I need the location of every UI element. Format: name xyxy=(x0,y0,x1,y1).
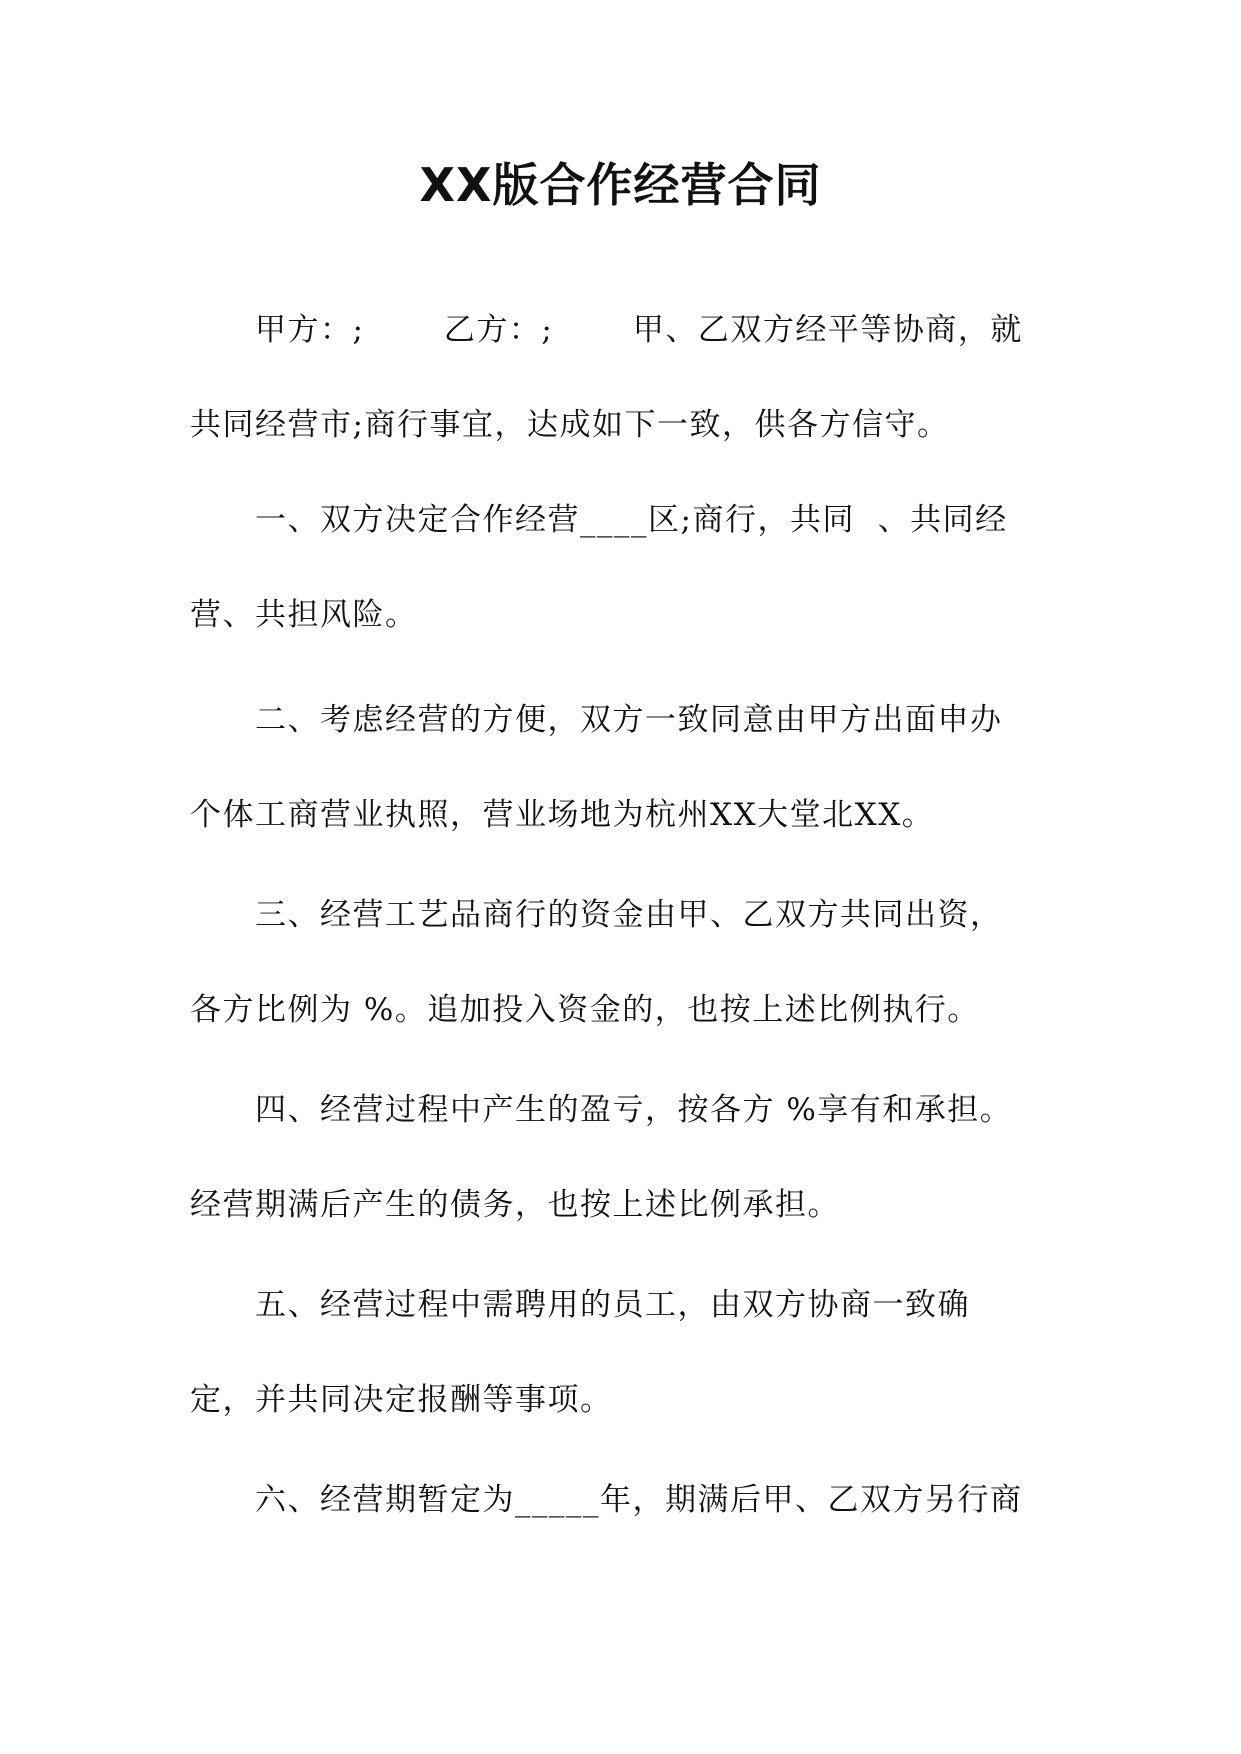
paragraph-line: 个体工商营业执照，营业场地为杭州XX大堂北XX。 xyxy=(190,797,935,833)
paragraph-line: 甲方：; 乙方：; 甲、乙双方经平等协商，就 xyxy=(255,312,1023,348)
paragraph-line: 经营期满后产生的债务，也按上述比例承担。 xyxy=(190,1187,840,1223)
paragraph-line: 一、双方决定合作经营____区;商行，共同 、共同经 xyxy=(255,502,1008,538)
paragraph-line: 定，并共同决定报酬等事项。 xyxy=(190,1382,613,1418)
paragraph-line: 六、经营期暂定为_____年，期满后甲、乙双方另行商 xyxy=(255,1482,1023,1518)
document-title: XX版合作经营合同 xyxy=(419,158,822,212)
paragraph-line: 五、经营过程中需聘用的员工，由双方协商一致确 xyxy=(255,1287,970,1323)
paragraph-line: 营、共担风险。 xyxy=(190,597,418,633)
paragraph-line: 二、考虑经营的方便，双方一致同意由甲方出面申办 xyxy=(255,702,1003,738)
paragraph-line: 共同经营市;商行事宜，达成如下一致，供各方信守。 xyxy=(190,407,950,443)
paragraph-line: 四、经营过程中产生的盈亏，按各方 %享有和承担。 xyxy=(255,1092,1013,1128)
paragraph-line: 各方比例为 %。追加投入资金的，也按上述比例执行。 xyxy=(190,992,980,1028)
paragraph-line: 三、经营工艺品商行的资金由甲、乙双方共同出资， xyxy=(255,897,1003,933)
